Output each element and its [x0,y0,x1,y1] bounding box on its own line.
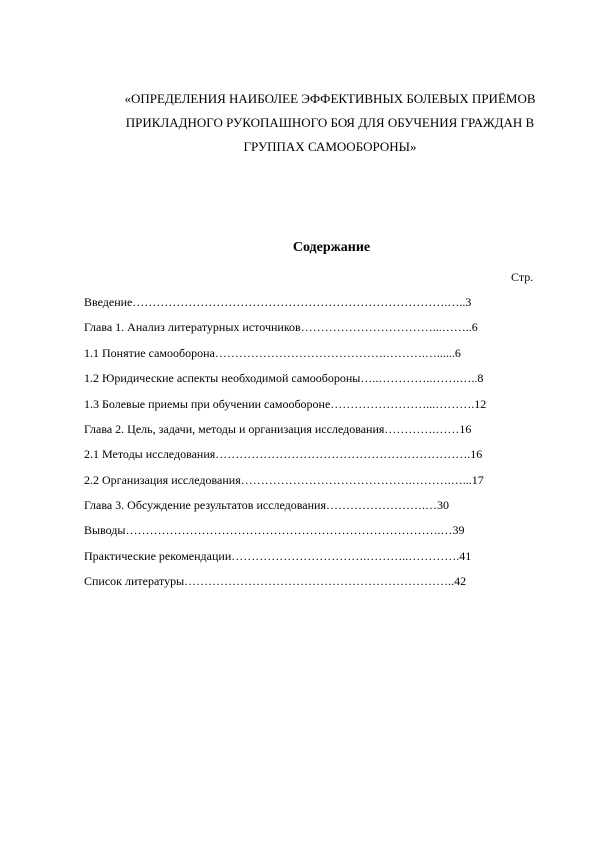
title-line-1: «ОПРЕДЕЛЕНИЯ НАИБОЛЕЕ ЭФФЕКТИВНЫХ БОЛЕВЫХ ПРИЁМОВ [124,91,536,106]
toc-entry-1-1: 1.1 Понятие самооборона…………………………………….……….…......6 [84,346,461,360]
page-column-label: Стр. [511,270,534,284]
title-line-3: ГРУППАХ САМООБОРОНЫ» [243,139,417,154]
toc-entry-2-1: 2.1 Методы исследования……………………………………………………….16 [84,447,483,461]
toc-entry-1-2: 1.2 Юридические аспекты необходимой самообороны…..…………..…….…..8 [84,371,484,385]
title-line-2: ПРИКЛАДНОГО РУКОПАШНОГО БОЯ ДЛЯ ОБУЧЕНИЯ ГРАЖДАН В [125,115,535,130]
toc-entry-1-3: 1.3 Болевые приемы при обучении самообороне……………………...……….12 [84,397,487,411]
toc-entry-recommendations: Практические рекомендации…………………………….………..………….41 [84,549,472,563]
toc-heading: Содержание [292,240,371,255]
toc-entry-chapter-3: Глава 3. Обсуждение результатов исследования…………………….…30 [84,498,449,512]
toc-entry-chapter-2: Глава 2. Цель, задачи, методы и организация исследования………….……16 [84,422,472,436]
toc-entry-introduction: Введение…………………………………………………………………….…..3 [84,295,472,309]
toc-entry-chapter-1: Глава 1. Анализ литературных источников……………………………...……..6 [84,320,478,334]
toc-entry-conclusions: Выводы…………………………………………………………………….…39 [84,523,465,537]
toc-entry-2-2: 2.2 Организация исследования…………………………………….……….…...17 [84,473,484,487]
toc-entry-references: Список литературы…………………………………………………………..42 [84,574,467,588]
